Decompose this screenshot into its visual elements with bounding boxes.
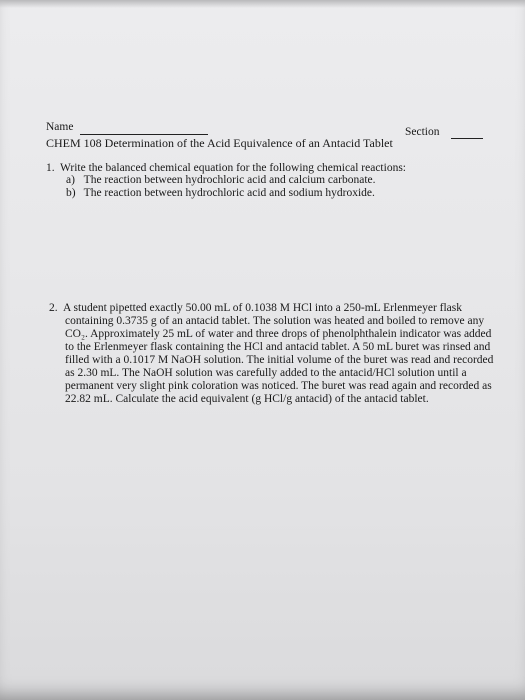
part-letter: a) bbox=[66, 174, 75, 186]
name-blank-line bbox=[80, 134, 208, 135]
question-2-line: to the Erlenmeyer flask containing the HCl and antacid tablet. A 50 mL buret was rinsed and bbox=[65, 341, 491, 353]
question-2-line: A student pipetted exactly 50.00 mL of 0.1038 M HCl into a 250-mL Erlenmeyer flask bbox=[63, 302, 463, 314]
question-2-line: CO₂. Approximately 25 mL of water and three drops of phenolphthalein indicator was added bbox=[65, 328, 492, 340]
question-2-line: as 2.30 mL. The NaOH solution was carefully added to the antacid/HCl solution until a bbox=[65, 367, 467, 379]
question-1-part-a bbox=[66, 174, 376, 187]
header-row bbox=[46, 121, 486, 137]
question-2-number: 2. bbox=[49, 302, 58, 314]
part-text: The reaction between hydrochloric acid and calcium carbonate. bbox=[83, 174, 376, 186]
question-1-part-b bbox=[66, 187, 375, 200]
question-2-line: containing 0.3735 g of an antacid tablet. The solution was heated and boiled to remove any bbox=[65, 315, 485, 327]
question-2-line: permanent very slight pink coloration was noticed. The buret was read again and recorded as bbox=[65, 380, 492, 392]
section-label: Section bbox=[405, 126, 440, 138]
name-label: Name bbox=[46, 121, 74, 133]
question-1-prompt: Write the balanced chemical equation for the following chemical reactions: bbox=[60, 162, 406, 174]
section-blank-line bbox=[451, 138, 483, 139]
part-letter: b) bbox=[66, 187, 76, 199]
question-2-line: 22.82 mL. Calculate the acid equivalent (g HCl/g antacid) of the antacid tablet. bbox=[65, 393, 429, 405]
part-text: The reaction between hydrochloric acid and sodium hydroxide. bbox=[83, 187, 375, 199]
question-1-number: 1. bbox=[46, 162, 55, 174]
question-2-line: filled with a 0.1017 M NaOH solution. The initial volume of the buret was read and recorded bbox=[65, 354, 494, 366]
course-title: CHEM 108 Determination of the Acid Equivalence of an Antacid Tablet bbox=[46, 136, 393, 150]
